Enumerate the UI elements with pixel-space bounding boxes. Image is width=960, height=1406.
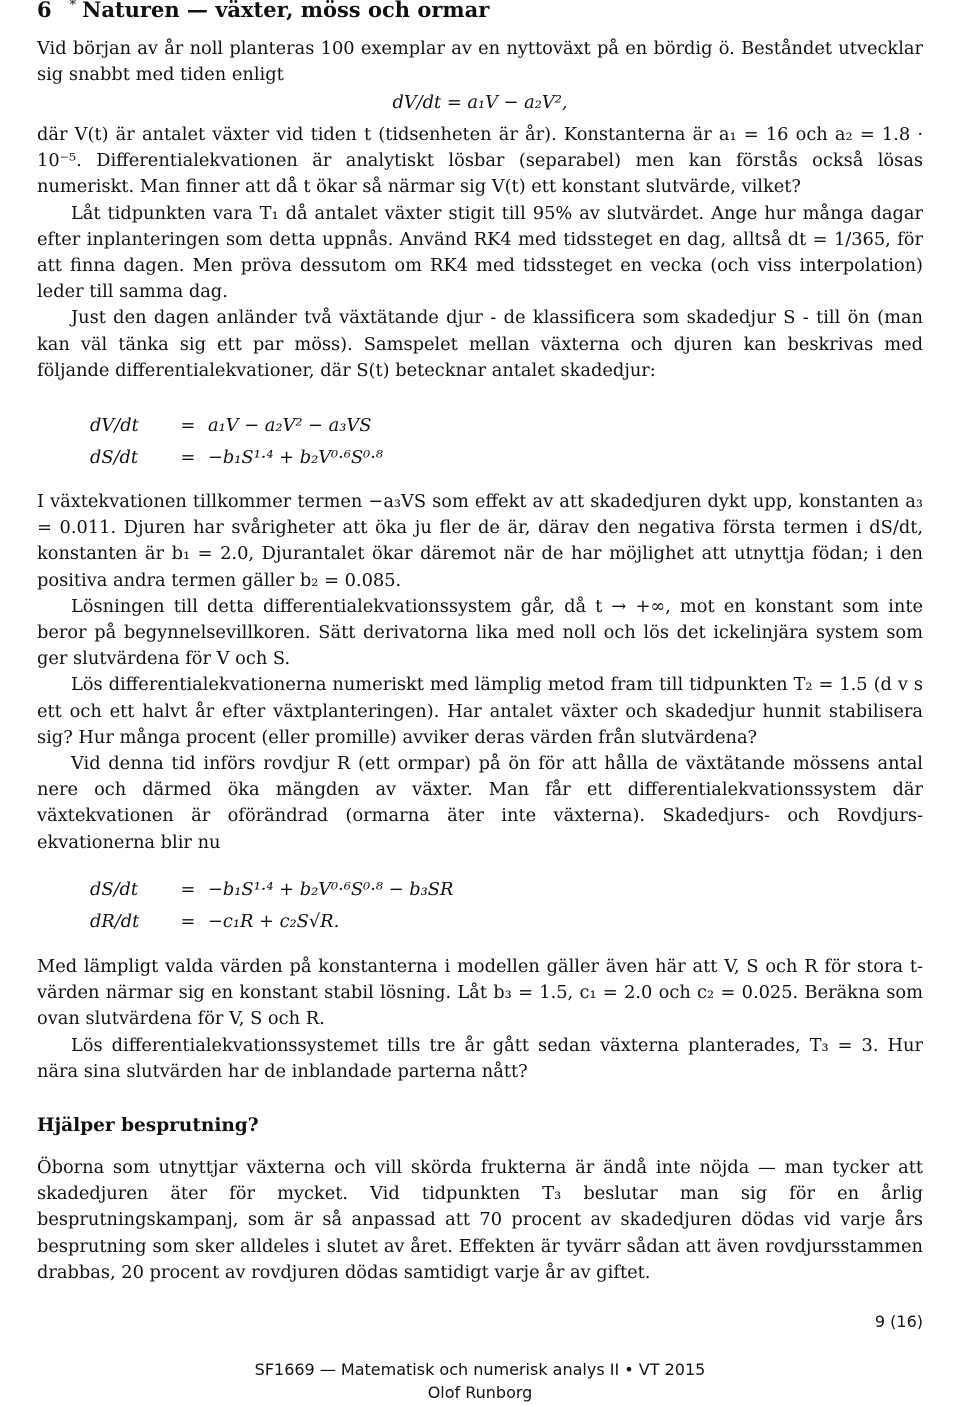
paragraph-constants-2: Med lämpligt valda värden på konstanterna i modellen gäller även här att V, S och R för stora t-värden närmar sig en konstant stabil lösning. Låt b₃ = 1.5, c₁ = 2.0 och c₂ = 0.025. Beräkna som ovan slutvärdena för V, S och R.: [37, 956, 923, 1030]
system-1: [90, 410, 383, 474]
intro-paragraph: Vid början av år noll planteras 100 exemplar av en nyttoväxt på en bördig ö. Beståndet utvecklar sig snabbt med tiden enligt: [37, 38, 923, 86]
footer-author: Olof Runborg: [427, 1383, 533, 1402]
body-text-3: [37, 954, 923, 1085]
section-number: 6: [37, 0, 52, 22]
paragraph-t1: Låt tidpunkten vara T₁ då antalet växter stigit till 95% av slutvärdet. Ange hur många dagar efter inplanteringen som detta uppnås. Använd RK4 med tidssteget en dag, alltså dt = 1/365, för att finna dagen. Men pröva dessutom om RK4 med tidssteget en vecka (och viss interpolation) leder till samma dag.: [37, 202, 923, 303]
section-star-marker: *: [69, 0, 77, 13]
footer-course: SF1669 — Matematisk och numerisk analys II • VT 2015: [254, 1360, 706, 1379]
system-1-row: dV/dt = a₁V − a₂V² − a₃VS: [90, 415, 372, 436]
section-heading: [37, 0, 507, 22]
paragraph-steady-state: Lösningen till detta differentialekvationssystem går, då t → +∞, mot en konstant som inte beror på begynnelsevillkoren. Sätt derivatorna lika med noll och lös det ickelinjära system som ger slutvärdena för V och S.: [37, 595, 923, 670]
paragraph-spraying: Öborna som utnyttjar växterna och vill skörda frukterna är ändå inte nöjda — man tycker att skadedjuren äter för mycket. Vid tidpunkten T₃ beslutar man sig för en årlig besprutningskampanj, som är så anpassad att 70 procent av skadedjuren dödas vid varje års besprutning som sker alldeles i slutet av året. Effekten är tyvärr sådan att även rovdjursstammen drabbas, 20 procent av rovdjuren dödas samtidigt varje år av giftet.: [37, 1157, 923, 1283]
growth-equation: dV/dt = a₁V − a₂V²,: [392, 92, 568, 113]
paragraph-pests: Just den dagen anländer två växtätande djur - de klassificera som skadedjur S - till ön (man kan väl tänka sig ett par möss). Samspelet mellan växterna och djuren kan beskrivas med följande differentialekvationer, där S(t) betecknar antalet skadedjur:: [37, 307, 923, 381]
system-2: [90, 874, 453, 938]
paragraph-constants: där V(t) är antalet växter vid tiden t (tidsenheten är år). Konstanterna är a₁ = 16 och a₂ = 1.8 · 10⁻⁵. Differentialekvationen är analytiskt lösbar (separabel) men kan förstås också lösas numeriskt. Man finner att då t ökar så närmar sig V(t) ett konstant slutvärde, vilket?: [37, 124, 923, 198]
paragraph-plant-term: I växtekvationen tillkommer termen −a₃VS som effekt av att skadedjuren dykt upp, konstanten a₃ = 0.011. Djuren har svårigheter att öka ju fler de är, därav den negativa första termen i dS/dt, konstanten är b₁ = 2.0, Djurantalet ökar däremot när de har möjlighet att utnyttja födan; i den positiva andra termen gäller b₂ = 0.085.: [37, 491, 923, 591]
subsection-heading: Hjälper besprutning?: [37, 1115, 259, 1136]
system-2-row: dR/dt = −c₁R + c₂S√R.: [90, 911, 340, 932]
section-title: Naturen — växter, möss och ormar: [82, 0, 490, 22]
body-text-1: [37, 122, 923, 384]
paragraph-predators: Vid denna tid införs rovdjur R (ett ormpar) på ön för att hålla de växtätande mössens antal nere och därmed öka mängden av växter. Man får ett differentialekvationssystem där växtekvationen är oförändrad (ormarna äter inte växterna). Skadedjurs- och Rovdjurs-ekvationerna blir nu: [37, 753, 923, 853]
system-2-row: dS/dt = −b₁S¹·⁴ + b₂V⁰·⁶S⁰·⁸ − b₃SR: [90, 879, 454, 900]
system-1-row: dS/dt = −b₁S¹·⁴ + b₂V⁰·⁶S⁰·⁸: [90, 447, 384, 468]
page-number: 9 (16): [874, 1312, 923, 1331]
paragraph-t2: Lös differentialekvationerna numeriskt med lämplig metod fram till tidpunkten T₂ = 1.5 (d v s ett och ett halvt år efter växtplanteringen). Har antalet växter och skadedjur hunnit stabilisera sig? Hur många procent (eller promille) avviker deras värden från slutvärdena?: [37, 674, 923, 748]
body-text-2: [37, 489, 923, 856]
paragraph-t3: Lös differentialekvationssystemet tills tre år gått sedan växterna planterades, T₃ = 3. Hur nära sina slutvärden har de inblandade parterna nått?: [37, 1034, 923, 1082]
